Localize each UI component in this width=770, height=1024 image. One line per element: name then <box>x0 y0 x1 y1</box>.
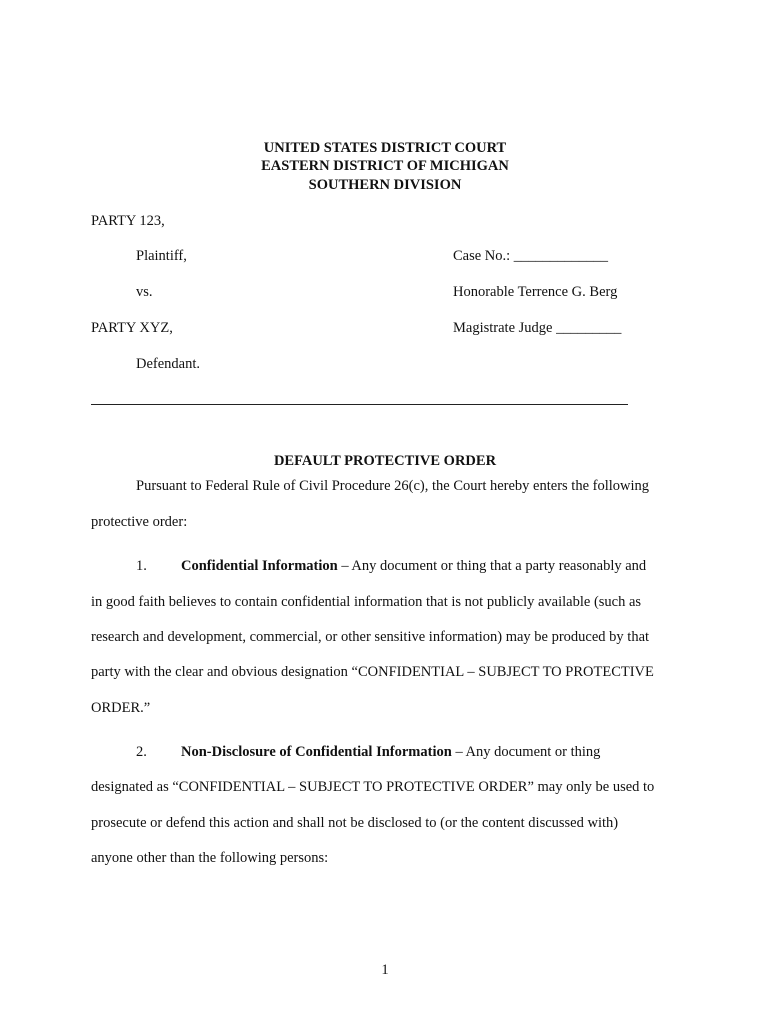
judge-name: Honorable Terrence G. Berg <box>453 284 618 300</box>
plaintiff-role: Plaintiff, <box>136 248 187 264</box>
intro-line-1: Pursuant to Federal Rule of Civil Procedure 26(c), the Court hereby enters the following <box>136 478 650 494</box>
paragraph-2-text: – Any document or thing <box>451 744 601 760</box>
paragraph-1-text: – Any document or thing that a party reasonably and <box>337 558 647 574</box>
court-name: UNITED STATES DISTRICT COURT <box>263 140 507 156</box>
case-number: Case No.: _____________ <box>453 248 609 264</box>
paragraph-2-line-2: designated as “CONFIDENTIAL – SUBJECT TO PROTECTIVE ORDER” may only be used to <box>91 779 655 795</box>
paragraph-1-heading: Confidential Information <box>181 558 338 574</box>
intro-line-2: protective order: <box>91 514 188 530</box>
paragraph-1-line-4: party with the clear and obvious designation “CONFIDENTIAL – SUBJECT TO PROTECTIVE <box>91 664 654 680</box>
paragraph-2-line-4: anyone other than the following persons: <box>91 850 329 866</box>
paragraph-1-first-line <box>181 558 646 575</box>
paragraph-2-line-3: prosecute or defend this action and shall not be disclosed to (or the content discussed with) <box>91 815 619 831</box>
court-division: SOUTHERN DIVISION <box>308 177 462 193</box>
defendant-name: PARTY XYZ, <box>91 320 173 336</box>
paragraph-1-line-3: research and development, commercial, or other sensitive information) may be produced by that <box>91 629 650 645</box>
magistrate-judge: Magistrate Judge _________ <box>453 320 622 336</box>
paragraph-2-number: 2. <box>136 744 147 760</box>
caption-divider <box>91 404 628 405</box>
paragraph-1-number: 1. <box>136 558 147 574</box>
versus-label: vs. <box>136 284 153 300</box>
defendant-role: Defendant. <box>136 356 201 372</box>
page-number: 1 <box>381 962 389 978</box>
paragraph-1-line-5: ORDER.” <box>91 700 151 716</box>
paragraph-2-heading: Non-Disclosure of Confidential Information <box>181 744 452 760</box>
plaintiff-name: PARTY 123, <box>91 213 165 229</box>
paragraph-2-first-line <box>181 744 600 761</box>
paragraph-1-line-2: in good faith believes to contain confidential information that is not publicly available (such as <box>91 594 642 610</box>
order-title: DEFAULT PROTECTIVE ORDER <box>273 453 497 469</box>
court-district: EASTERN DISTRICT OF MICHIGAN <box>261 158 509 174</box>
